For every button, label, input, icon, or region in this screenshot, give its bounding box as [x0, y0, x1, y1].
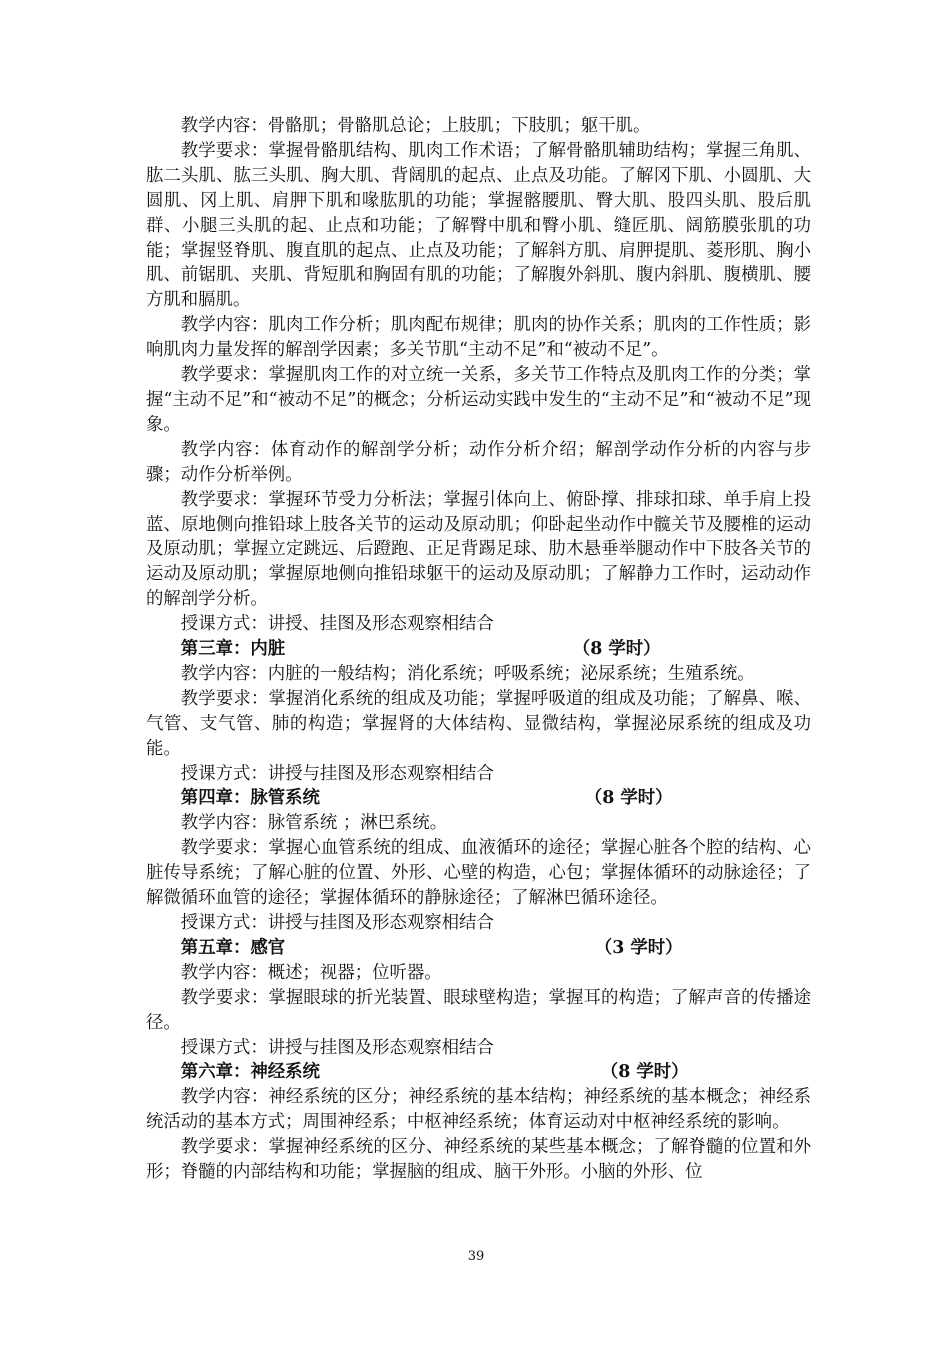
chapter3-requirements: 教学要求：掌握消化系统的组成及功能；掌握呼吸道的组成及功能；了解鼻、喉、气管、支气管、肺的构造；掌握肾的大体结构、显微结构，掌握泌尿系统的组成及功能。: [146, 688, 811, 759]
chapter-heading-3: [146, 637, 811, 662]
chapter-title: 第三章：内脏: [180, 639, 286, 660]
chapter6-requirements: 教学要求：掌握神经系统的区分、神经系统的某些基本概念；了解脊髓的位置和外形；脊髓的内部结构和功能；掌握脑的组成、脑干外形。小脑的外形、位: [146, 1137, 811, 1183]
page-body: [146, 114, 811, 1185]
chapter-heading-5: [146, 936, 811, 961]
chapter-title: 第四章：脉管系统: [180, 788, 320, 809]
chapter-title: 第五章：感官: [180, 937, 286, 958]
chapter3-method: 授课方式：讲授与挂图及形态观察相结合: [180, 763, 494, 784]
chapter-hours: （8 学时）: [584, 788, 673, 809]
paragraph-content-muscle-work: 教学内容：肌肉工作分析；肌肉配布规律；肌肉的协作关系；肌肉的工作性质；影响肌肉力量发挥的解剖学因素；多关节肌“主动不足”和“被动不足”。: [146, 315, 811, 361]
chapter-heading-4: [146, 786, 811, 811]
page-number: 39: [467, 1249, 485, 1264]
chapter5-content: 教学内容：概述；视器；位听器。: [180, 962, 442, 983]
chapter4-method: 授课方式：讲授与挂图及形态观察相结合: [180, 913, 494, 933]
paragraph-requirements-muscle-work: 教学要求：掌握肌肉工作的对立统一关系，多关节工作特点及肌肉工作的分类；掌握“主动不足”和“被动不足”的概念；分析运动实践中发生的“主动不足”和“被动不足”现象。: [146, 365, 811, 435]
chapter6-content: 教学内容：神经系统的区分；神经系统的基本结构；神经系统的基本概念；神经系统活动的基本方式；周围神经系；中枢神经系统；体育运动对中枢神经系统的影响。: [146, 1087, 811, 1133]
chapter-title: 第六章：神经系统: [180, 1062, 320, 1083]
chapter4-requirements: 教学要求：掌握心血管系统的组成、血液循环的途径；掌握心脏各个腔的结构、心脏传导系统；了解心脏的位置、外形、心壁的构造，心包；掌握体循环的动脉途径；了解微循环血管的途径；掌握体循环的静脉途径；了解淋巴循环途径。: [146, 838, 811, 909]
paragraph-requirements-muscles: 教学要求：掌握骨骼肌结构、肌肉工作术语；了解骨骼肌辅助结构；掌握三角肌、肱二头肌、肱三头肌、胸大肌、背阔肌的起点、止点及功能。了解冈下肌、小圆肌、大圆肌、冈上肌、肩胛下肌和喙肱肌的功能；掌握髂腰肌、臀大肌、股四头肌、股后肌群、小腿三头肌的起、止点和功能；了解臀中肌和臀小肌、缝匠肌、阔筋膜张肌的功能；掌握竖脊肌、腹直肌的起点、止点及功能；了解斜方肌、肩胛提肌、菱形肌、胸小肌、前锯肌、夹肌、背短肌和胸固有肌的功能；了解腹外斜肌、腹内斜肌、腹横肌、腰方肌和膈肌。: [146, 140, 811, 311]
chapter5-method: 授课方式：讲授与挂图及形态观察相结合: [180, 1037, 494, 1058]
paragraph-content-motion-analysis: 教学内容：体育动作的解剖学分析；动作分析介绍；解剖学动作分析的内容与步骤；动作分析举例。: [146, 439, 811, 485]
paragraph-requirements-motion-analysis: 教学要求：掌握环节受力分析法；掌握引体向上、俯卧撑、排球扣球、单手肩上投蓝、原地侧向推铅球上肢各关节的运动及原动肌；仰卧起坐动作中髋关节及腰椎的运动及原动肌；掌握立定跳远、后蹬跑、正足背踢足球、肋木悬垂举腿动作中下肢各关节的运动及原动肌；掌握原地侧向推铅球躯干的运动及原动肌；了解静力工作时，运动动作的解剖学分析。: [146, 489, 811, 610]
chapter-hours: （8 学时）: [600, 1062, 689, 1083]
chapter-heading-6: [146, 1060, 811, 1085]
paragraph-content-muscles: 教学内容：骨骼肌；骨骼肌总论；上肢肌；下肢肌；躯干肌。: [180, 116, 651, 136]
paragraph-teaching-method: 授课方式：讲授、挂图及形态观察相结合: [180, 614, 494, 635]
chapter3-content: 教学内容：内脏的一般结构；消化系统；呼吸系统；泌尿系统；生殖系统。: [180, 663, 755, 684]
chapter-hours: （8 学时）: [572, 639, 661, 660]
chapter5-requirements: 教学要求：掌握眼球的折光装置、眼球壁构造；掌握耳的构造；了解声音的传播途径。: [146, 987, 811, 1033]
chapter-hours: （3 学时）: [594, 937, 683, 958]
chapter4-content: 教学内容：脉管系统 ；淋巴系统。: [180, 813, 448, 834]
